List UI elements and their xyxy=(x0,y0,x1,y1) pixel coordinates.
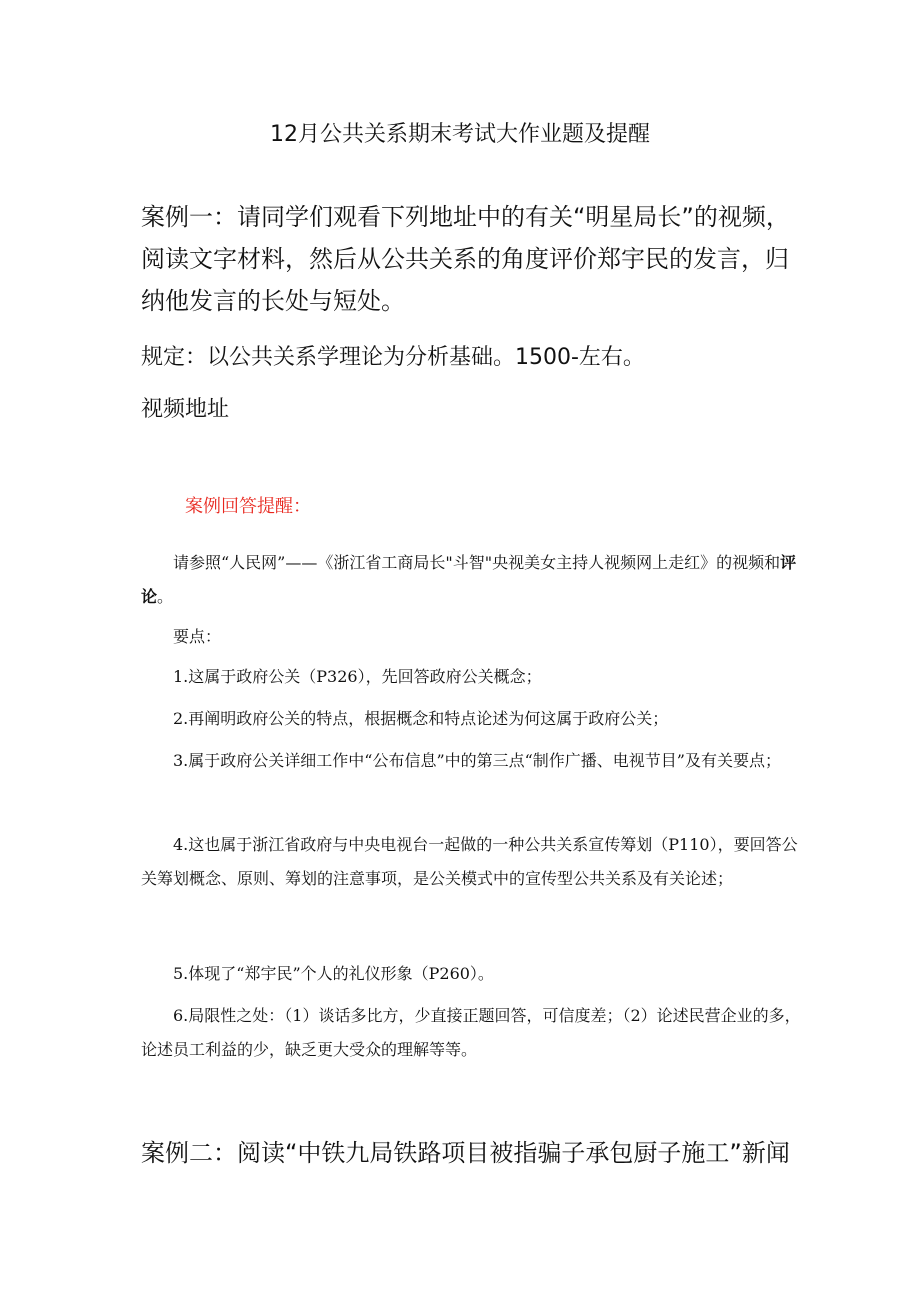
reference-paragraph xyxy=(141,546,801,614)
points-label: 要点： xyxy=(173,627,222,646)
point-item: 6.局限性之处：（1）谈话多比方，少直接正题回答，可信度差；（2）论述民营企业的多，论述员工利益的少，缺乏更大受众的理解等等。 xyxy=(141,1006,801,1059)
document-title: 12月公共关系期末考试大作业题及提醒 xyxy=(270,122,650,147)
point-item: 4.这也属于浙江省政府与中央电视台一起做的一种公共关系宣传筹划（P110），要回答公关筹划概念、原则、筹划的注意事项，是公关模式中的宣传型公共关系及有关论述； xyxy=(141,835,798,888)
point-item: 1.这属于政府公关（P326），先回答政府公关概念； xyxy=(173,667,542,686)
video-address-label: 视频地址 xyxy=(141,397,230,422)
point-item: 3.属于政府公关详细工作中“公布信息”中的第三点“制作广播、电视节目”及有关要点； xyxy=(173,751,781,770)
hint-heading: 案例回答提醒： xyxy=(185,496,311,517)
point-item: 5.体现了“郑宇民”个人的礼仪形象（P260）。 xyxy=(173,964,494,983)
case2-question: 案例二：阅读“中铁九局铁路项目被指骗子承包厨子施工”新闻 xyxy=(141,1139,790,1167)
reference-end: 。 xyxy=(157,587,174,606)
case1-requirement: 规定：以公共关系学理论为分析基础。1500-左右。 xyxy=(141,345,645,370)
case1-question: 案例一：请同学们观看下列地址中的有关“明星局长”的视频，阅读文字材料，然后从公共关系的角度评价郑宇民的发言，归纳他发言的长处与短处。 xyxy=(141,203,790,315)
point-item: 2.再阐明政府公关的特点，根据概念和特点论述为何这属于政府公关； xyxy=(173,709,669,728)
reference-text: 请参照“人民网”——《浙江省工商局长"斗智"央视美女主持人视频网上走红》的视频和 xyxy=(173,553,781,572)
reference-comment-bold: 评论 xyxy=(141,553,797,606)
